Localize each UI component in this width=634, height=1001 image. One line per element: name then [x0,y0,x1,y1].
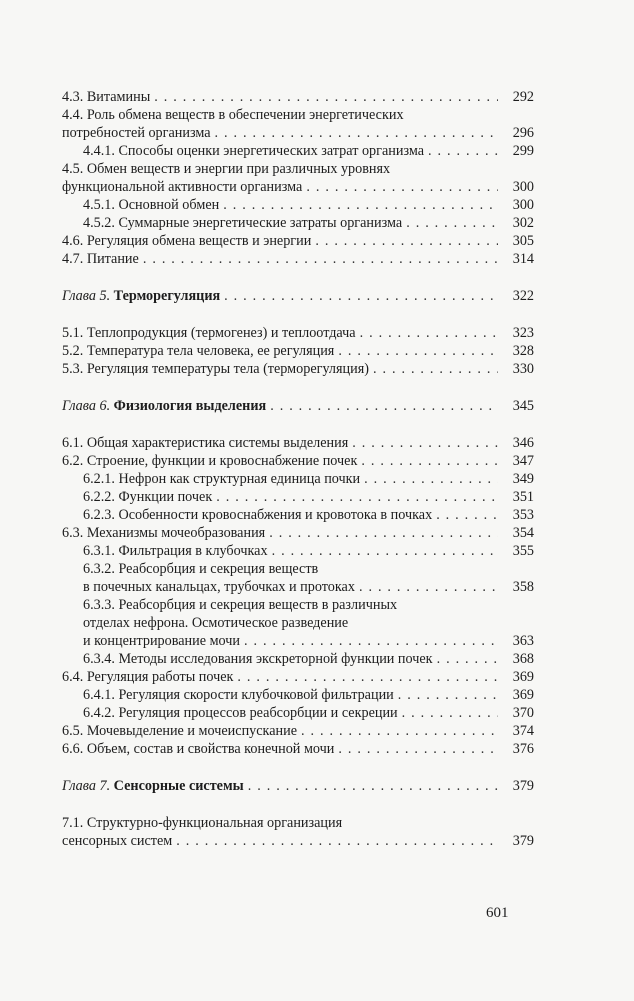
entry-title-line: 6.3.2. Реабсорбция и секреция веществ [83,561,319,577]
dot-leader [216,488,498,506]
page-ref: 351 [512,489,534,505]
entry-title-line: 4.4. Роль обмена веществ в обеспечении энергетических [62,107,404,123]
entry-title-line: функциональной активности организма [62,179,303,195]
dot-leader [272,542,498,560]
dot-leader [301,722,498,740]
entry-title-line: 6.4.1. Регуляция скорости клубочковой фильтрации [83,687,394,703]
entry-title-line: 6.4. Регуляция работы почек [62,669,234,685]
page-ref: 346 [512,435,534,451]
dot-leader [154,88,498,106]
section-gap [62,268,534,287]
page-number: 601 [486,905,509,921]
dot-leader [436,506,498,524]
toc-entry[interactable] [62,814,534,850]
page-ref: 292 [512,89,534,105]
dot-leader [237,668,498,686]
entry-title-line: 6.2. Строение, функции и кровоснабжение почек [62,453,358,469]
page-ref: 330 [512,361,534,377]
entry-title-line: 5.2. Температура тела человека, ее регуляция [62,343,335,359]
chapter-label: Глава 6. [62,398,111,414]
page-ref: 354 [512,525,534,541]
page-ref: 322 [512,288,534,304]
entry-title-line: 6.3.1. Фильтрация в клубочках [83,543,268,559]
toc-entry[interactable] [62,214,534,232]
entry-title-line: и концентрирование мочи [83,633,240,649]
dot-leader [406,214,498,232]
page-ref: 379 [512,833,534,849]
page-ref: 347 [512,453,534,469]
toc-entry[interactable] [62,596,534,650]
dot-leader [224,287,498,305]
page-ref: 323 [512,325,534,341]
page-ref: 368 [512,651,534,667]
dot-leader [176,832,498,850]
entry-title-line: 5.1. Теплопродукция (термогенез) и теплоотдача [62,325,356,341]
chapter-title: Терморегуляция [113,288,221,304]
section-gap [62,415,534,434]
toc-entry[interactable] [62,524,534,542]
page-ref: 299 [512,143,534,159]
toc-entry[interactable] [62,740,534,758]
dot-leader [360,324,498,342]
section-gap [62,758,534,777]
page-ref: 353 [512,507,534,523]
section-gap [62,305,534,324]
toc-entry[interactable] [62,434,534,452]
toc-entry[interactable] [62,686,534,704]
toc-entry[interactable] [62,360,534,378]
entry-title-line: отделах нефрона. Осмотическое разведение [83,615,349,631]
entry-title-line: в почечных канальцах, трубочках и протоках [83,579,355,595]
page-ref: 358 [512,579,534,595]
entry-title-line: 4.6. Регуляция обмена веществ и энергии [62,233,312,249]
entry-title-line: 6.4.2. Регуляция процессов реабсорбции и секреции [83,705,398,721]
page-ref: 345 [512,398,534,414]
page-ref: 305 [512,233,534,249]
dot-leader [361,452,498,470]
toc-entry[interactable] [62,470,534,488]
dot-leader [402,704,498,722]
dot-leader [248,777,498,795]
entry-title-line: потребностей организма [62,125,211,141]
entry-title-line: 4.5.2. Суммарные энергетические затраты организма [83,215,403,231]
page-ref: 355 [512,543,534,559]
toc-entry[interactable] [62,452,534,470]
toc-entry[interactable] [62,342,534,360]
chapter-label: Глава 7. [62,778,111,794]
dot-leader [364,470,498,488]
dot-leader [338,342,498,360]
toc-entry[interactable] [62,232,534,250]
dot-leader [315,232,498,250]
entry-title-line: 5.3. Регуляция температуры тела (терморегуляция) [62,361,369,377]
chapter-title: Физиология выделения [113,398,267,414]
entry-title-line: 6.3. Механизмы мочеобразования [62,525,266,541]
entry-title-line: сенсорных систем [62,833,173,849]
page-ref: 370 [512,705,534,721]
entry-title-line: 6.5. Мочевыделение и мочеиспускание [62,723,298,739]
toc-entry[interactable] [62,142,534,160]
toc-entry[interactable] [62,668,534,686]
toc-entry[interactable] [62,160,534,196]
toc-entry[interactable] [62,506,534,524]
entry-title-line: 4.4.1. Способы оценки энергетических затрат организма [83,143,425,159]
toc-entry[interactable] [62,324,534,342]
chapter-entry[interactable] [62,287,534,305]
section-gap [62,795,534,814]
toc-entry[interactable] [62,722,534,740]
dot-leader [143,250,498,268]
page-ref: 349 [512,471,534,487]
page-ref: 300 [512,197,534,213]
toc-entry[interactable] [62,650,534,668]
chapter-label: Глава 5. [62,288,111,304]
entry-title-line: 6.3.4. Методы исследования экскреторной функции почек [83,651,433,667]
page-ref: 369 [512,669,534,685]
dot-leader [244,632,498,650]
section-gap [62,378,534,397]
page-ref: 296 [512,125,534,141]
chapter-entry[interactable] [62,397,534,415]
page-ref: 314 [512,251,534,267]
entry-title-line: 6.2.3. Особенности кровоснабжения и кровотока в почках [83,507,433,523]
page-ref: 300 [512,179,534,195]
dot-leader [215,124,498,142]
toc-entry[interactable] [62,106,534,142]
dot-leader [398,686,498,704]
entry-title-line: 7.1. Структурно-функциональная организация [62,815,343,831]
toc-entry[interactable] [62,560,534,596]
entry-title-line: 6.1. Общая характеристика системы выделения [62,435,349,451]
dot-leader [306,178,498,196]
dot-leader [352,434,498,452]
dot-leader [270,397,498,415]
table-of-contents [62,88,534,850]
page-ref: 369 [512,687,534,703]
page-ref: 379 [512,778,534,794]
chapter-title: Сенсорные системы [113,778,244,794]
page-ref: 376 [512,741,534,757]
page-ref: 302 [512,215,534,231]
entry-title-line: 4.5. Обмен веществ и энергии при различных уровнях [62,161,391,177]
toc-entry[interactable] [62,196,534,214]
page-ref: 328 [512,343,534,359]
page-ref: 363 [512,633,534,649]
entry-title-line: 4.5.1. Основной обмен [83,197,220,213]
page-ref: 374 [512,723,534,739]
dot-leader [373,360,498,378]
dot-leader [269,524,498,542]
toc-entry[interactable] [62,250,534,268]
entry-title-line: 6.2.1. Нефрон как структурная единица почки [83,471,361,487]
entry-title-line: 6.2.2. Функции почек [83,489,213,505]
entry-title-line: 4.3. Витамины [62,89,151,105]
dot-leader [428,142,498,160]
chapter-entry[interactable] [62,777,534,795]
dot-leader [338,740,498,758]
toc-entry[interactable] [62,542,534,560]
dot-leader [437,650,498,668]
entry-title-line: 4.7. Питание [62,251,139,267]
toc-entry[interactable] [62,704,534,722]
toc-entry[interactable] [62,88,534,106]
dot-leader [359,578,498,596]
toc-entry[interactable] [62,488,534,506]
entry-title-line: 6.3.3. Реабсорбция и секреция веществ в различных [83,597,398,613]
entry-title-line: 6.6. Объем, состав и свойства конечной мочи [62,741,335,757]
dot-leader [223,196,498,214]
